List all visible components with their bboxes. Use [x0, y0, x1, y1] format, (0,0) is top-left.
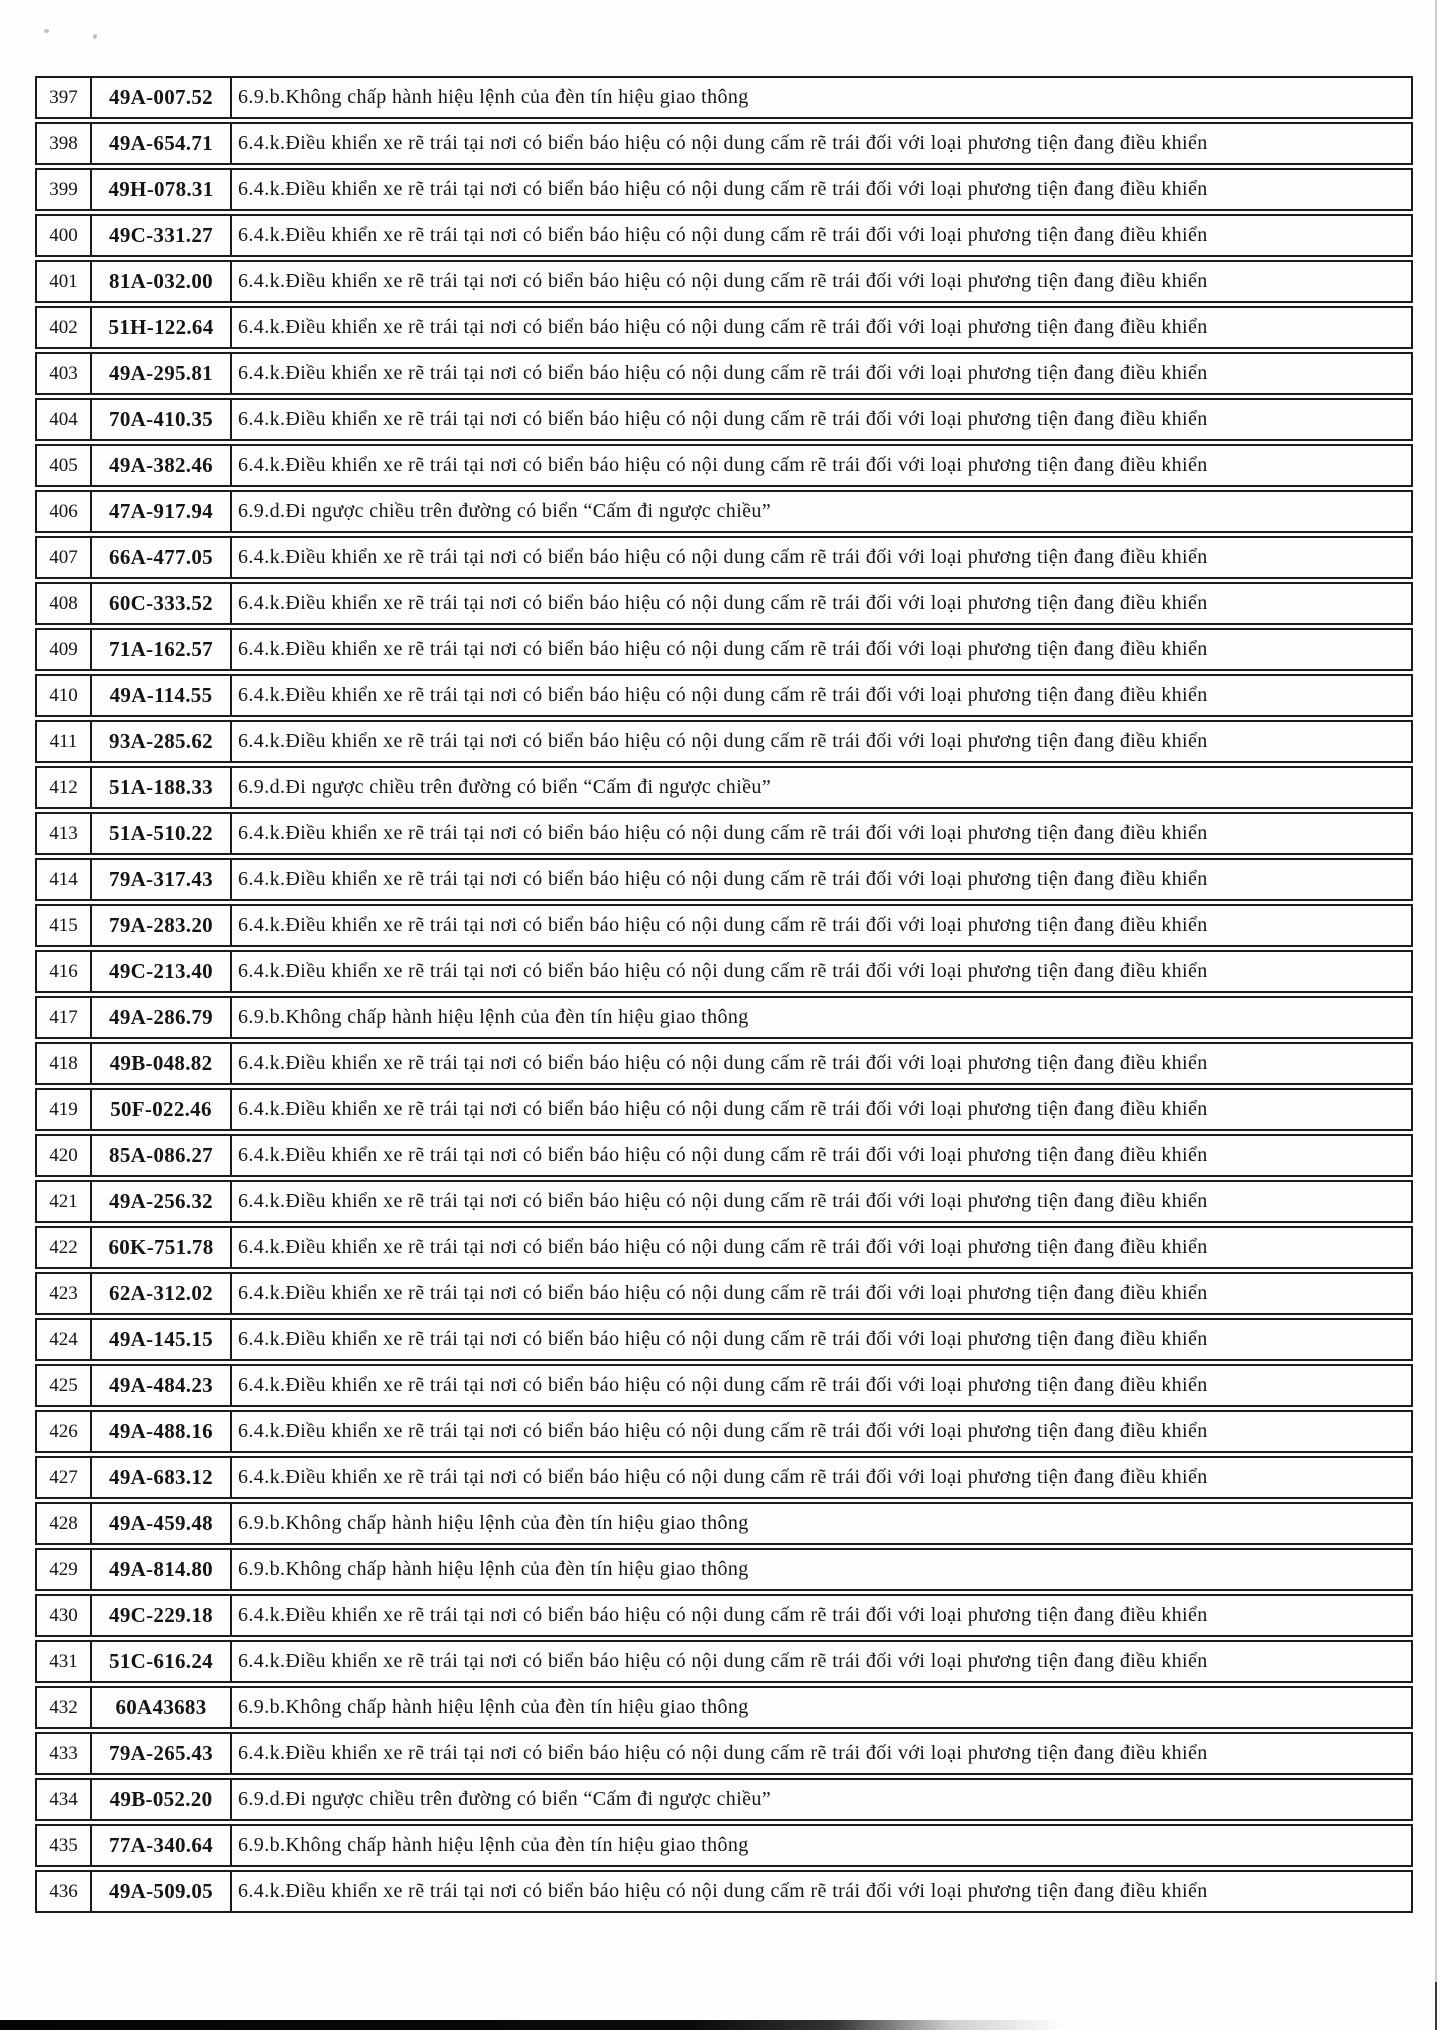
row-number: 434: [37, 1780, 92, 1819]
violation-text: 6.4.k.Điều khiển xe rẽ trái tại nơi có biển báo hiệu có nội dung cấm rẽ trái đối với loại phương tiện đang điều khiển: [238, 1236, 1208, 1258]
row-number: 417: [37, 998, 92, 1037]
plate-number: 79A-265.43: [92, 1734, 232, 1773]
table-row: [35, 1456, 1413, 1499]
table-row: [35, 214, 1413, 257]
table-row: [35, 1778, 1413, 1821]
table-row: [35, 306, 1413, 349]
scanner-edge-bar: [0, 2020, 1440, 2030]
row-number: 406: [37, 492, 92, 531]
violation-text: 6.4.k.Điều khiển xe rẽ trái tại nơi có biển báo hiệu có nội dung cấm rẽ trái đối với loại phương tiện đang điều khiển: [238, 1880, 1208, 1902]
row-number: 436: [37, 1872, 92, 1911]
row-number: 424: [37, 1320, 92, 1359]
table-row: [35, 996, 1413, 1039]
row-number: 428: [37, 1504, 92, 1543]
row-number: 399: [37, 170, 92, 209]
violation-text: 6.9.b.Không chấp hành hiệu lệnh của đèn tín hiệu giao thông: [238, 1558, 749, 1580]
table-row: [35, 674, 1413, 717]
violation-text: 6.4.k.Điều khiển xe rẽ trái tại nơi có biển báo hiệu có nội dung cấm rẽ trái đối với loại phương tiện đang điều khiển: [238, 1052, 1208, 1074]
table-row: [35, 1226, 1413, 1269]
violation-text: 6.4.k.Điều khiển xe rẽ trái tại nơi có biển báo hiệu có nội dung cấm rẽ trái đối với loại phương tiện đang điều khiển: [238, 270, 1208, 292]
violation-text: 6.4.k.Điều khiển xe rẽ trái tại nơi có biển báo hiệu có nội dung cấm rẽ trái đối với loại phương tiện đang điều khiển: [238, 132, 1208, 154]
plate-number: 70A-410.35: [92, 400, 232, 439]
violation-text: 6.4.k.Điều khiển xe rẽ trái tại nơi có biển báo hiệu có nội dung cấm rẽ trái đối với loại phương tiện đang điều khiển: [238, 408, 1208, 430]
violation-text: 6.4.k.Điều khiển xe rẽ trái tại nơi có biển báo hiệu có nội dung cấm rẽ trái đối với loại phương tiện đang điều khiển: [238, 1604, 1208, 1626]
plate-number: 51A-188.33: [92, 768, 232, 807]
violation-text: 6.4.k.Điều khiển xe rẽ trái tại nơi có biển báo hiệu có nội dung cấm rẽ trái đối với loại phương tiện đang điều khiển: [238, 454, 1208, 476]
violation-text: 6.4.k.Điều khiển xe rẽ trái tại nơi có biển báo hiệu có nội dung cấm rẽ trái đối với loại phương tiện đang điều khiển: [238, 914, 1208, 936]
row-number: 416: [37, 952, 92, 991]
violation-text: 6.9.b.Không chấp hành hiệu lệnh của đèn tín hiệu giao thông: [238, 1696, 749, 1718]
table-row: [35, 1502, 1413, 1545]
table-row: [35, 1318, 1413, 1361]
row-number: 410: [37, 676, 92, 715]
plate-number: 49A-007.52: [92, 78, 232, 117]
table-row: [35, 1180, 1413, 1223]
row-number: 433: [37, 1734, 92, 1773]
table-row: [35, 950, 1413, 993]
violation-text: 6.9.d.Đi ngược chiều trên đường có biển “Cấm đi ngược chiều”: [238, 1788, 772, 1810]
violation-text: 6.4.k.Điều khiển xe rẽ trái tại nơi có biển báo hiệu có nội dung cấm rẽ trái đối với loại phương tiện đang điều khiển: [238, 638, 1208, 660]
row-number: 409: [37, 630, 92, 669]
row-number: 425: [37, 1366, 92, 1405]
violation-text: 6.4.k.Điều khiển xe rẽ trái tại nơi có biển báo hiệu có nội dung cấm rẽ trái đối với loại phương tiện đang điều khiển: [238, 1328, 1208, 1350]
plate-number: 49C-213.40: [92, 952, 232, 991]
violation-text: 6.4.k.Điều khiển xe rẽ trái tại nơi có biển báo hiệu có nội dung cấm rẽ trái đối với loại phương tiện đang điều khiển: [238, 730, 1208, 752]
table-row: [35, 582, 1413, 625]
scan-speck: [44, 29, 49, 33]
violation-text: 6.4.k.Điều khiển xe rẽ trái tại nơi có biển báo hiệu có nội dung cấm rẽ trái đối với loại phương tiện đang điều khiển: [238, 1190, 1208, 1212]
table-row: [35, 1134, 1413, 1177]
plate-number: 77A-340.64: [92, 1826, 232, 1865]
plate-number: 49A-484.23: [92, 1366, 232, 1405]
row-number: 429: [37, 1550, 92, 1589]
row-number: 408: [37, 584, 92, 623]
violation-text: 6.4.k.Điều khiển xe rẽ trái tại nơi có biển báo hiệu có nội dung cấm rẽ trái đối với loại phương tiện đang điều khiển: [238, 1374, 1208, 1396]
violation-text: 6.4.k.Điều khiển xe rẽ trái tại nơi có biển báo hiệu có nội dung cấm rẽ trái đối với loại phương tiện đang điều khiển: [238, 1144, 1208, 1166]
plate-number: 49A-256.32: [92, 1182, 232, 1221]
row-number: 403: [37, 354, 92, 393]
table-row: [35, 1732, 1413, 1775]
table-row: [35, 1824, 1413, 1867]
table-row: [35, 398, 1413, 441]
row-number: 426: [37, 1412, 92, 1451]
row-number: 430: [37, 1596, 92, 1635]
row-number: 412: [37, 768, 92, 807]
row-number: 407: [37, 538, 92, 577]
plate-number: 66A-477.05: [92, 538, 232, 577]
violation-text: 6.9.d.Đi ngược chiều trên đường có biển “Cấm đi ngược chiều”: [238, 776, 772, 798]
plate-number: 60A43683: [92, 1688, 232, 1727]
violations-table: [35, 76, 1413, 1916]
plate-number: 49A-286.79: [92, 998, 232, 1037]
table-row: [35, 1088, 1413, 1131]
violation-text: 6.4.k.Điều khiển xe rẽ trái tại nơi có biển báo hiệu có nội dung cấm rẽ trái đối với loại phương tiện đang điều khiển: [238, 684, 1208, 706]
table-row: [35, 1870, 1413, 1913]
violation-text: 6.9.d.Đi ngược chiều trên đường có biển “Cấm đi ngược chiều”: [238, 500, 772, 522]
row-number: 400: [37, 216, 92, 255]
plate-number: 50F-022.46: [92, 1090, 232, 1129]
page-edge-shadow: [1435, 0, 1437, 2030]
violation-text: 6.4.k.Điều khiển xe rẽ trái tại nơi có biển báo hiệu có nội dung cấm rẽ trái đối với loại phương tiện đang điều khiển: [238, 224, 1208, 246]
violation-text: 6.4.k.Điều khiển xe rẽ trái tại nơi có biển báo hiệu có nội dung cấm rẽ trái đối với loại phương tiện đang điều khiển: [238, 1098, 1208, 1120]
table-row: [35, 76, 1413, 119]
violation-text: 6.4.k.Điều khiển xe rẽ trái tại nơi có biển báo hiệu có nội dung cấm rẽ trái đối với loại phương tiện đang điều khiển: [238, 316, 1208, 338]
table-row: [35, 720, 1413, 763]
table-row: [35, 1410, 1413, 1453]
plate-number: 49A-814.80: [92, 1550, 232, 1589]
plate-number: 60K-751.78: [92, 1228, 232, 1267]
table-row: [35, 122, 1413, 165]
violation-text: 6.4.k.Điều khiển xe rẽ trái tại nơi có biển báo hiệu có nội dung cấm rẽ trái đối với loại phương tiện đang điều khiển: [238, 1420, 1208, 1442]
plate-number: 79A-283.20: [92, 906, 232, 945]
scan-speck: [93, 34, 97, 39]
violation-text: 6.4.k.Điều khiển xe rẽ trái tại nơi có biển báo hiệu có nội dung cấm rẽ trái đối với loại phương tiện đang điều khiển: [238, 868, 1208, 890]
row-number: 411: [37, 722, 92, 761]
violation-text: 6.4.k.Điều khiển xe rẽ trái tại nơi có biển báo hiệu có nội dung cấm rẽ trái đối với loại phương tiện đang điều khiển: [238, 1282, 1208, 1304]
plate-number: 85A-086.27: [92, 1136, 232, 1175]
row-number: 401: [37, 262, 92, 301]
table-row: [35, 444, 1413, 487]
plate-number: 79A-317.43: [92, 860, 232, 899]
row-number: 414: [37, 860, 92, 899]
plate-number: 49C-331.27: [92, 216, 232, 255]
table-row: [35, 904, 1413, 947]
row-number: 404: [37, 400, 92, 439]
table-row: [35, 858, 1413, 901]
table-row: [35, 1686, 1413, 1729]
violation-text: 6.4.k.Điều khiển xe rẽ trái tại nơi có biển báo hiệu có nội dung cấm rẽ trái đối với loại phương tiện đang điều khiển: [238, 1650, 1208, 1672]
violation-text: 6.9.b.Không chấp hành hiệu lệnh của đèn tín hiệu giao thông: [238, 1834, 749, 1856]
row-number: 427: [37, 1458, 92, 1497]
row-number: 413: [37, 814, 92, 853]
table-row: [35, 628, 1413, 671]
table-row: [35, 168, 1413, 211]
table-row: [35, 260, 1413, 303]
row-number: 405: [37, 446, 92, 485]
plate-number: 49A-114.55: [92, 676, 232, 715]
row-number: 398: [37, 124, 92, 163]
plate-number: 51C-616.24: [92, 1642, 232, 1681]
row-number: 420: [37, 1136, 92, 1175]
table-row: [35, 1364, 1413, 1407]
violation-text: 6.4.k.Điều khiển xe rẽ trái tại nơi có biển báo hiệu có nội dung cấm rẽ trái đối với loại phương tiện đang điều khiển: [238, 822, 1208, 844]
row-number: 397: [37, 78, 92, 117]
plate-number: 49C-229.18: [92, 1596, 232, 1635]
table-row: [35, 352, 1413, 395]
plate-number: 49A-295.81: [92, 354, 232, 393]
table-row: [35, 1640, 1413, 1683]
row-number: 402: [37, 308, 92, 347]
plate-number: 51A-510.22: [92, 814, 232, 853]
violation-text: 6.9.b.Không chấp hành hiệu lệnh của đèn tín hiệu giao thông: [238, 1512, 749, 1534]
row-number: 419: [37, 1090, 92, 1129]
plate-number: 47A-917.94: [92, 492, 232, 531]
plate-number: 49A-654.71: [92, 124, 232, 163]
plate-number: 49A-382.46: [92, 446, 232, 485]
violation-text: 6.4.k.Điều khiển xe rẽ trái tại nơi có biển báo hiệu có nội dung cấm rẽ trái đối với loại phương tiện đang điều khiển: [238, 1466, 1208, 1488]
violation-text: 6.4.k.Điều khiển xe rẽ trái tại nơi có biển báo hiệu có nội dung cấm rẽ trái đối với loại phương tiện đang điều khiển: [238, 362, 1208, 384]
plate-number: 49B-048.82: [92, 1044, 232, 1083]
table-row: [35, 490, 1413, 533]
violation-text: 6.4.k.Điều khiển xe rẽ trái tại nơi có biển báo hiệu có nội dung cấm rẽ trái đối với loại phương tiện đang điều khiển: [238, 960, 1208, 982]
plate-number: 49B-052.20: [92, 1780, 232, 1819]
plate-number: 49A-683.12: [92, 1458, 232, 1497]
violation-text: 6.9.b.Không chấp hành hiệu lệnh của đèn tín hiệu giao thông: [238, 1006, 749, 1028]
plate-number: 71A-162.57: [92, 630, 232, 669]
table-row: [35, 1042, 1413, 1085]
table-row: [35, 1548, 1413, 1591]
violation-text: 6.4.k.Điều khiển xe rẽ trái tại nơi có biển báo hiệu có nội dung cấm rẽ trái đối với loại phương tiện đang điều khiển: [238, 592, 1208, 614]
row-number: 422: [37, 1228, 92, 1267]
plate-number: 51H-122.64: [92, 308, 232, 347]
row-number: 418: [37, 1044, 92, 1083]
plate-number: 49A-145.15: [92, 1320, 232, 1359]
row-number: 435: [37, 1826, 92, 1865]
plate-number: 49A-509.05: [92, 1872, 232, 1911]
plate-number: 49A-488.16: [92, 1412, 232, 1451]
plate-number: 49A-459.48: [92, 1504, 232, 1543]
plate-number: 49H-078.31: [92, 170, 232, 209]
row-number: 421: [37, 1182, 92, 1221]
table-row: [35, 812, 1413, 855]
row-number: 415: [37, 906, 92, 945]
table-row: [35, 766, 1413, 809]
row-number: 432: [37, 1688, 92, 1727]
violation-text: 6.4.k.Điều khiển xe rẽ trái tại nơi có biển báo hiệu có nội dung cấm rẽ trái đối với loại phương tiện đang điều khiển: [238, 1742, 1208, 1764]
plate-number: 60C-333.52: [92, 584, 232, 623]
violation-text: 6.9.b.Không chấp hành hiệu lệnh của đèn tín hiệu giao thông: [238, 86, 749, 108]
row-number: 423: [37, 1274, 92, 1313]
table-row: [35, 1272, 1413, 1315]
plate-number: 93A-285.62: [92, 722, 232, 761]
violation-text: 6.4.k.Điều khiển xe rẽ trái tại nơi có biển báo hiệu có nội dung cấm rẽ trái đối với loại phương tiện đang điều khiển: [238, 546, 1208, 568]
plate-number: 62A-312.02: [92, 1274, 232, 1313]
plate-number: 81A-032.00: [92, 262, 232, 301]
violation-text: 6.4.k.Điều khiển xe rẽ trái tại nơi có biển báo hiệu có nội dung cấm rẽ trái đối với loại phương tiện đang điều khiển: [238, 178, 1208, 200]
table-row: [35, 536, 1413, 579]
row-number: 431: [37, 1642, 92, 1681]
table-row: [35, 1594, 1413, 1637]
